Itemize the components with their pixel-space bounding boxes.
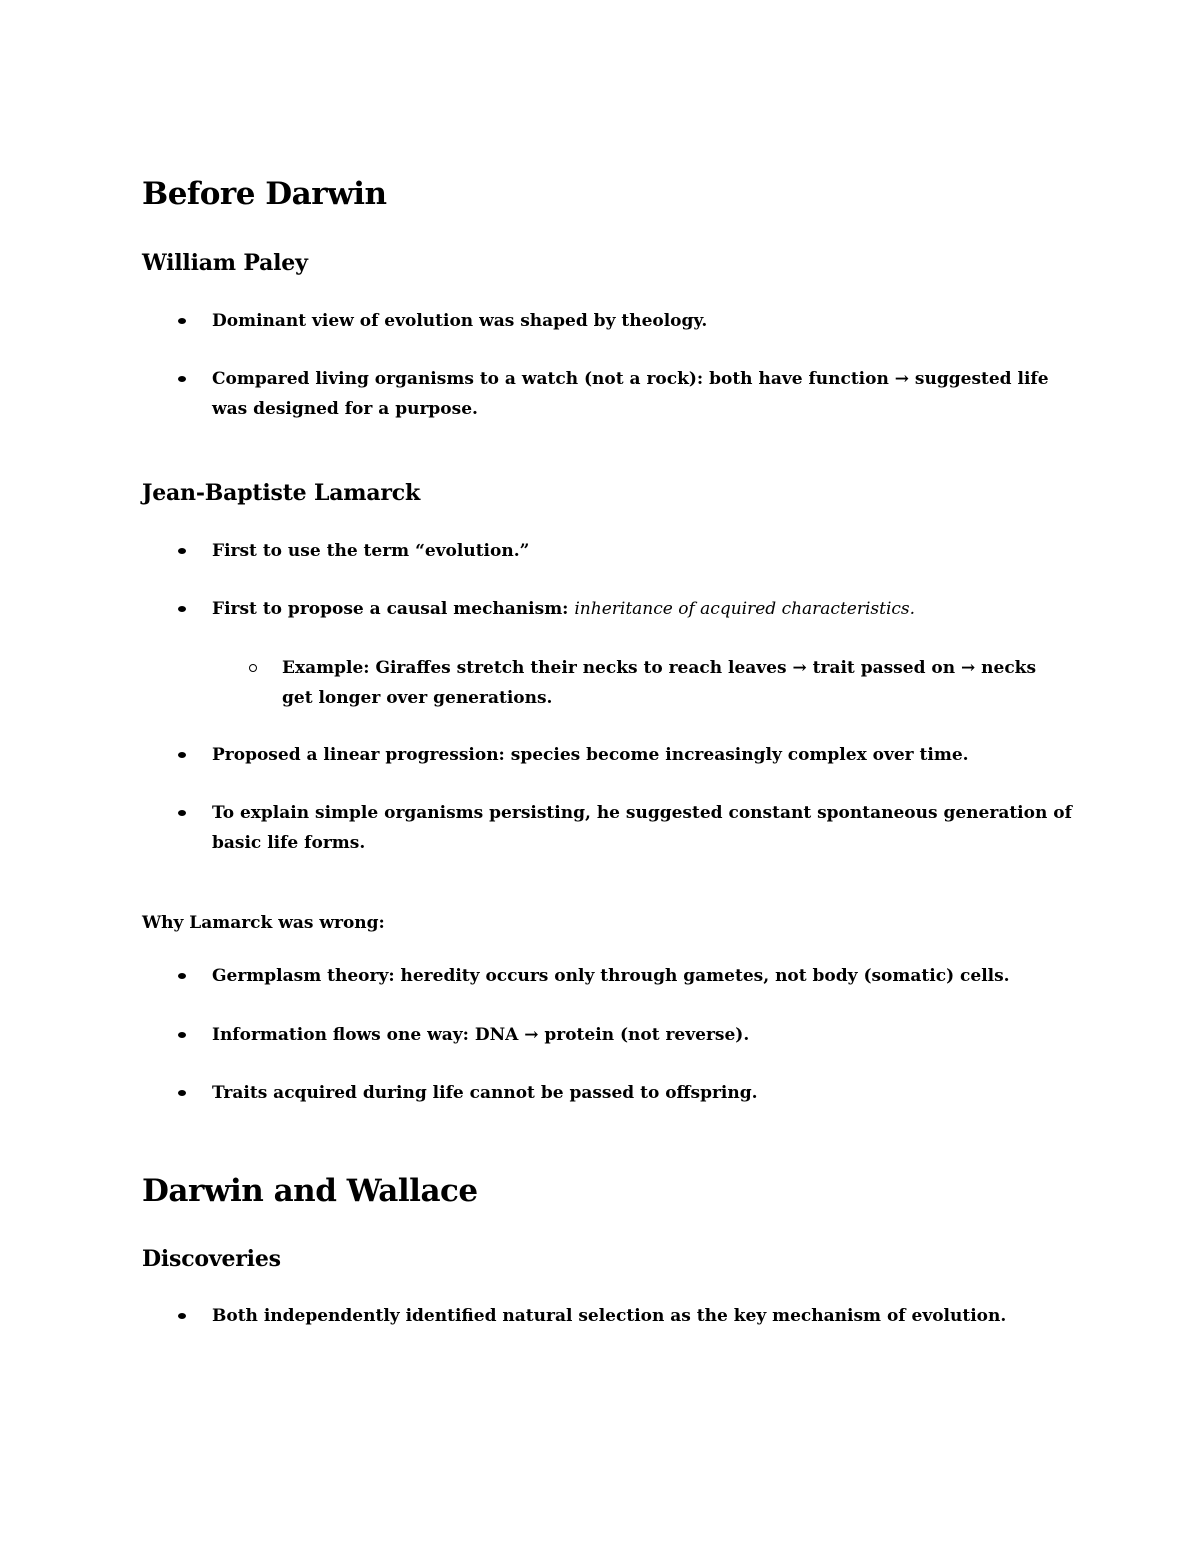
bullet-icon bbox=[178, 1032, 186, 1038]
bullet-icon bbox=[178, 1313, 186, 1319]
list-item: Both independently identified natural selection as the key mechanism of evolution. bbox=[142, 1301, 1072, 1331]
bullet-icon bbox=[178, 810, 186, 816]
bullet-icon bbox=[178, 1090, 186, 1096]
bullet-icon bbox=[178, 973, 186, 979]
bullet-emphasis-text: inheritance of acquired characteristics. bbox=[574, 599, 916, 619]
bullet-lead-text: First to propose a causal mechanism: bbox=[212, 599, 575, 619]
bullet-icon bbox=[178, 318, 186, 324]
section-heading-before-darwin: Before Darwin bbox=[142, 176, 387, 212]
list-item bbox=[142, 594, 1072, 624]
bullet-icon bbox=[178, 752, 186, 758]
bullet-icon bbox=[178, 606, 186, 612]
hollow-bullet-icon bbox=[249, 664, 257, 672]
list-item: To explain simple organisms persisting, he suggested constant spontaneous generation of basic life forms. bbox=[142, 798, 1072, 858]
list-item: Traits acquired during life cannot be passed to offspring. bbox=[142, 1078, 1072, 1108]
section-heading-darwin-and-wallace: Darwin and Wallace bbox=[142, 1173, 478, 1209]
sub-list-item: Example: Giraffes stretch their necks to reach leaves → trait passed on → necks get longer over generations. bbox=[142, 653, 1072, 713]
subsection-heading-lamarck: Jean-Baptiste Lamarck bbox=[142, 480, 421, 506]
list-item: Information flows one way: DNA → protein (not reverse). bbox=[142, 1020, 1072, 1050]
list-item: Germplasm theory: heredity occurs only through gametes, not body (somatic) cells. bbox=[142, 961, 1072, 991]
list-item: Proposed a linear progression: species become increasingly complex over time. bbox=[142, 740, 1072, 770]
subsection-heading-william-paley: William Paley bbox=[142, 250, 308, 276]
bullet-icon bbox=[178, 376, 186, 382]
list-item: First to use the term “evolution.” bbox=[142, 536, 1072, 566]
list-item: Dominant view of evolution was shaped by theology. bbox=[142, 306, 1072, 336]
subheading-why-lamarck-was-wrong: Why Lamarck was wrong: bbox=[142, 913, 385, 933]
subsection-heading-discoveries: Discoveries bbox=[142, 1246, 281, 1272]
list-item: Compared living organisms to a watch (not a rock): both have function → suggested life was designed for a purpose. bbox=[142, 364, 1072, 424]
bullet-icon bbox=[178, 548, 186, 554]
